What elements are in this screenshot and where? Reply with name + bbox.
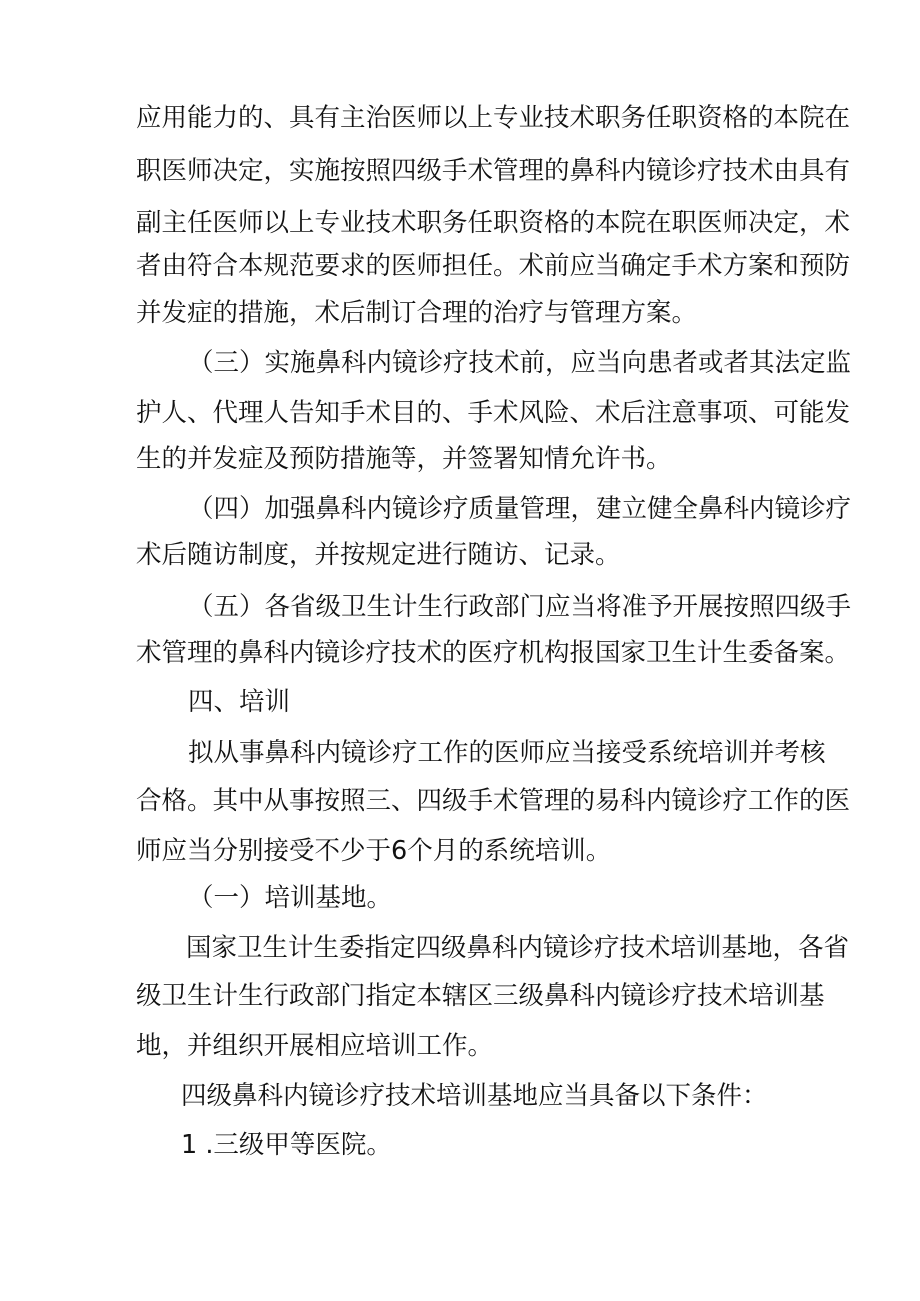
body-text-line: 级卫生计生行政部门指定本辖区三级鼻科内镜诊疗技术培训基 — [136, 981, 825, 1011]
paragraph-first-line: 拟从事鼻科内镜诊疗工作的医师应当接受系统培训并考核 — [188, 738, 826, 768]
paragraph-first-line: 四级鼻科内镜诊疗技术培训基地应当具备以下条件： — [181, 1081, 768, 1111]
body-text-line: 术管理的鼻科内镜诊疗技术的医疗机构报国家卫生计生委备案。 — [136, 638, 851, 668]
body-text-line: 合格。其中从事按照三、四级手术管理的易科内镜诊疗工作的医 — [136, 786, 851, 816]
body-text-line: 副主任医师以上专业技术职务任职资格的本院在职医师决定，术 — [136, 208, 851, 238]
body-text-line: 生的并发症及预防措施等，并签署知情允许书。 — [136, 444, 672, 474]
list-item: 1 .三级甲等医院。 — [181, 1130, 392, 1160]
body-text-line: 职医师决定，实施按照四级手术管理的鼻科内镜诊疗技术由具有 — [136, 156, 851, 186]
subsection-heading: （一）培训基地。 — [188, 883, 393, 913]
paragraph-first-line: 国家卫生计生委指定四级鼻科内镜诊疗技术培训基地，各省 — [186, 933, 850, 963]
paragraph-first-line: （五）各省级卫生计生行政部门应当将准予开展按照四级手 — [188, 592, 852, 622]
body-text-line: 应用能力的、具有主治医师以上专业技术职务任职资格的本院在 — [136, 103, 851, 133]
body-text-line: 地，并组织开展相应培训工作。 — [136, 1031, 494, 1061]
body-text-line: 者由符合本规范要求的医师担任。术前应当确定手术方案和预防 — [136, 251, 851, 281]
body-text-line: 护人、代理人告知手术目的、手术风险、术后注意事项、可能发 — [136, 398, 851, 428]
body-text-line: 师应当分别接受不少于6个月的系统培训。 — [136, 836, 612, 866]
body-text-line: 术后随访制度，并按规定进行随访、记录。 — [136, 540, 621, 570]
paragraph-first-line: （三）实施鼻科内镜诊疗技术前，应当向患者或者其法定监 — [188, 348, 852, 378]
section-heading: 四、培训 — [188, 687, 291, 717]
paragraph-first-line: （四）加强鼻科内镜诊疗质量管理，建立健全鼻科内镜诊疗 — [188, 494, 852, 524]
body-text-line: 并发症的措施，术后制订合理的治疗与管理方案。 — [136, 298, 698, 328]
